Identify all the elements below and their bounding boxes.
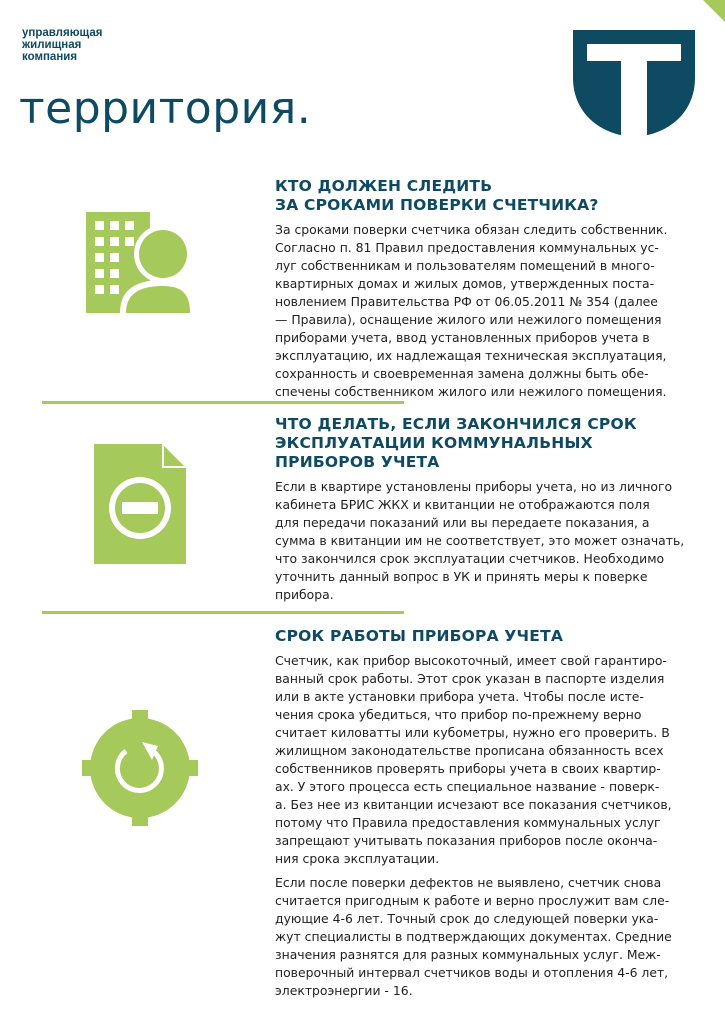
building-person-icon (80, 210, 198, 315)
company-line: компания (22, 51, 78, 63)
section-meter-lifetime (275, 627, 685, 1006)
refresh-gear-icon (80, 708, 200, 828)
title-line: СРОК РАБОТЫ ПРИБОРА УЧЕТА (275, 627, 564, 645)
corner-accent (703, 0, 725, 22)
section-paragraph: Если в квартире установлены приборы учета, но из личного кабинета БРИС ЖКХ и квитанции не отображаются поля для передачи показаний или вы передаете показания, а сумма в квитанции им не соответствует, это может означать, что закончился срок эксплуатации счетчиков. Необходимо уточнить данный вопрос в УК и принять меры к поверке прибора. (275, 479, 685, 602)
section-title (275, 627, 685, 646)
company-line: жилищная (22, 39, 82, 51)
section-title (275, 415, 685, 472)
section-paragraph: Если после поверки дефектов не выявлено, счетчик снова считается пригодным к работе и верно прослужит вам сле- дующие 4-6 лет. Точный срок до следующей поверки ука- жут специалисты в подтверждающих документах. Средние значения разнятся для разных коммунальных услуг. Меж- поверочный интервал счетчиков воды и отопления 4-6 лет, электроэнергии - 16. (275, 875, 672, 998)
title-line: КТО ДОЛЖЕН СЛЕДИТЬ (275, 177, 493, 195)
title-line: ЗА СРОКАМИ ПОВЕРКИ СЧЕТЧИКА? (275, 196, 599, 214)
section-expired-meter (275, 415, 685, 610)
logo-icon (573, 30, 695, 137)
title-line: ЭКСПЛУАТАЦИИ КОММУНАЛЬНЫХ (275, 434, 593, 452)
section-meter-verification-responsibility (275, 177, 685, 407)
title-line: ЧТО ДЕЛАТЬ, ЕСЛИ ЗАКОНЧИЛСЯ СРОК (275, 415, 637, 433)
section-divider (42, 401, 404, 404)
section-title (275, 177, 685, 215)
section-divider (42, 611, 404, 614)
section-paragraph: За сроками поверки счетчика обязан следить собственник. Согласно п. 81 Правил предоставления коммунальных ус- луг собственникам и пользователям помещений в много- квартирных домах и жилых домов, утвержденных поста- новлением Правительства РФ от 06.05.2011 № 354 (далее — Правила), оснащение жилого или нежилого помещения приборами учета, ввод установленных приборов учета в эксплуатацию, их надлежащая техническая эксплуатация, сохранность и своевременная замена должны быть обе- спечены собственником жилого или нежилого помещения. (275, 222, 668, 399)
company-descriptor (22, 27, 102, 63)
brand-name: территория. (19, 83, 312, 134)
section-paragraph: Счетчик, как прибор высокоточный, имеет свой гарантиро- ванный срок работы. Этот срок указан в паспорте изделия или в акте установки прибора учета. Чтобы после исте- чения срока убедиться, что прибор по-прежнему верно считает киловатты или кубометры, нужно его проверить. В жилищном законодательстве прописана обязанность всех собственников проверять приборы учета в своих квартир- ах. У этого процесса есть специальное название - поверк- а. Без нее из квитанции исчезают все показания счетчиков, потому что Правила предоставления коммунальных услуг запрещают учитывать показания приборов после оконча- ния срока эксплуатации. (275, 653, 672, 866)
document-minus-icon (94, 444, 186, 564)
company-line: управляющая (22, 27, 103, 39)
title-line: ПРИБОРОВ УЧЕТА (275, 453, 440, 471)
